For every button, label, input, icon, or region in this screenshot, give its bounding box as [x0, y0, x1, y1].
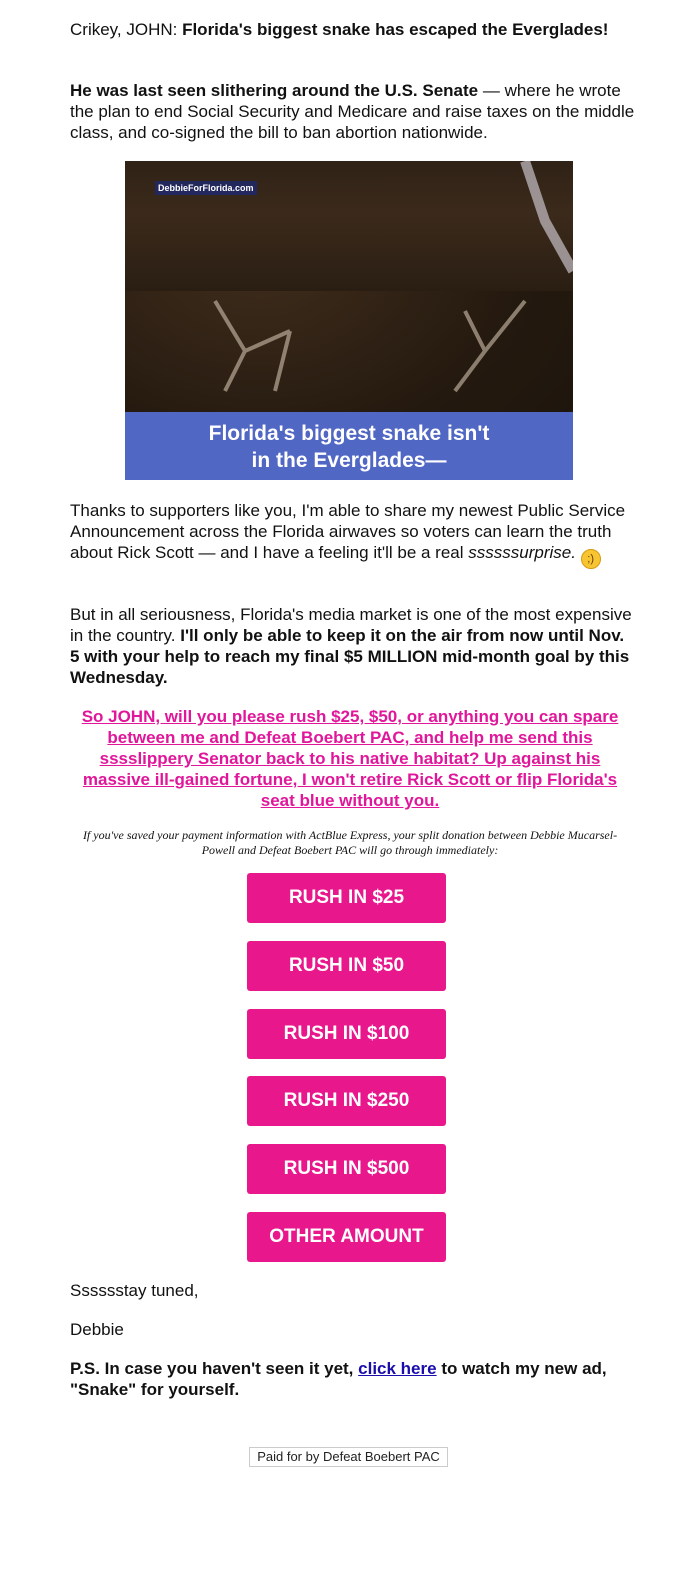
- rush-100-button[interactable]: RUSH IN $100: [247, 1009, 446, 1059]
- signoff: Sssssstay tuned,: [70, 1281, 199, 1300]
- donation-appeal-link[interactable]: So JOHN, will you please rush $25, $50, or anything you can spare between me and Defeat Boebert PAC, and help me send this sssslippery Senator back to his native habitat? Up against his massive ill-gained fortune, I won't retire Rick Scott or flip Florida's seat blue without you.: [81, 707, 619, 810]
- signature: Debbie: [70, 1320, 124, 1339]
- paragraph-senate: [70, 80, 635, 143]
- paragraph-goal: [70, 604, 635, 688]
- other-amount-button[interactable]: OTHER AMOUNT: [247, 1212, 446, 1262]
- actblue-note: If you've saved your payment information with ActBlue Express, your split donation between Debbie Mucarsel-Powell and Defeat Boebert PAC will go through immediately:: [82, 828, 618, 857]
- postscript: [70, 1358, 635, 1400]
- text: But in all seriousness, Florida's media market is one of the most expensive in the country.: [70, 605, 632, 645]
- image-caption: [125, 412, 573, 480]
- intro: [70, 19, 635, 40]
- text: to watch my new ad, "Snake" for yourself.: [70, 1359, 607, 1399]
- click-here-link[interactable]: click here: [358, 1359, 437, 1378]
- paid-for-disclaimer: Paid for by Defeat Boebert PAC: [249, 1447, 448, 1467]
- rush-250-button[interactable]: RUSH IN $250: [247, 1076, 446, 1126]
- headline: Florida's biggest snake has escaped the Everglades!: [182, 20, 609, 39]
- text: — where he wrote the plan to end Social Security and Medicare and raise taxes on the middle class, and co-signed the bill to ban abortion nationwide.: [70, 81, 635, 142]
- rush-50-button[interactable]: RUSH IN $50: [247, 941, 446, 991]
- bold-text: I'll only be able to keep it on the air from now until Nov. 5 with your help to reach my final $5 MILLION mid-month goal by this Wednesday.: [70, 626, 630, 687]
- rush-25-button[interactable]: RUSH IN $25: [247, 873, 446, 923]
- greeting: Crikey, JOHN:: [70, 20, 183, 39]
- text: Thanks to supporters like you, I'm able to share my newest Public Service Announcement across the Florida airwaves so voters can learn the truth about Rick Scott — and I have a feeling it'll be a real: [70, 501, 626, 562]
- text: P.S. In case you haven't seen it yet,: [70, 1359, 359, 1378]
- caption-line: Florida's biggest snake isn't: [208, 422, 490, 445]
- bold-text: He was last seen slithering around the U.S. Senate: [70, 81, 479, 100]
- paragraph-psa: [70, 500, 635, 569]
- wink-emoji-icon: ;): [581, 549, 601, 569]
- italic-text: ssssssurprise.: [468, 543, 576, 562]
- watermark: DebbieForFlorida.com: [155, 181, 257, 195]
- snake-ad-image[interactable]: [125, 161, 573, 480]
- rush-500-button[interactable]: RUSH IN $500: [247, 1144, 446, 1194]
- snake-pattern: [125, 161, 573, 412]
- caption-line: in the Everglades—: [251, 449, 447, 472]
